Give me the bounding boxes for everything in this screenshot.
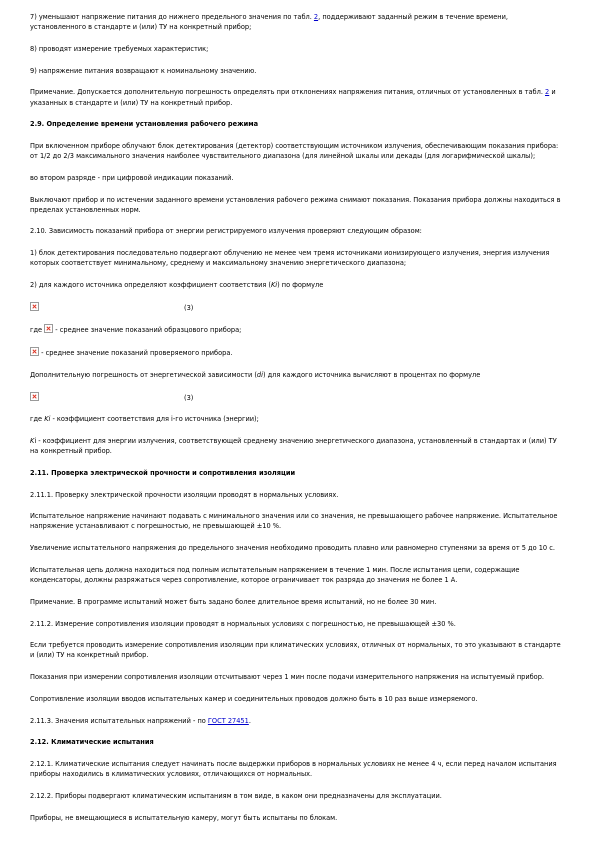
paragraph: 2.10. Зависимость показаний прибора от энергии регистрируемого излучения проверяют следующим образом: <box>30 227 422 236</box>
formula-image-icon <box>30 302 39 311</box>
paragraph: 2.12.1. Климатические испытания следует начинать после выдержки приборов в нормальных условиях не менее 4 ч, если перед началом испытания приборы находились в климатических условиях, отличающихся от нормальных. <box>30 759 557 779</box>
italic-symbol: Ki <box>44 415 51 424</box>
paragraph <box>30 12 565 32</box>
paragraph <box>30 436 565 456</box>
section-heading: 2.11. Проверка электрической прочности и сопротивления изоляции <box>30 468 296 477</box>
paragraph <box>30 392 565 403</box>
paragraph: Если требуется проводить измерение сопротивления изоляции при климатических условиях, отличных от нормальных, то это указывают в стандарте и (или) ТУ на конкретный прибор. <box>30 641 561 660</box>
equation-number: (3) <box>184 393 194 402</box>
paragraph: Примечание. В программе испытаний может быть задано более длительное время испытаний, но не более 30 мин. <box>30 597 437 606</box>
text-run: , поддерживают заданный режим в течение времени, установленного в стандарте и (или) ТУ на конкретный прибор; <box>30 13 508 32</box>
text-run: Дополнительную погрешность от энергетической зависимости ( <box>30 370 257 379</box>
section-heading: 2.12. Климатические испытания <box>30 738 154 747</box>
paragraph: 2.11.2. Измерение сопротивления изоляции проводят в нормальных условиях с погрешностью, не превышающей ±30 %. <box>30 619 456 628</box>
text-run: где <box>30 415 45 424</box>
paragraph <box>30 370 565 380</box>
text-run: где <box>30 326 45 335</box>
reference-link[interactable]: 2 <box>545 88 550 97</box>
paragraph: во втором разряде - при цифровой индикации показаний. <box>30 173 234 182</box>
document-body <box>30 12 565 834</box>
italic-symbol: Ki <box>270 281 278 290</box>
paragraph <box>30 87 565 107</box>
text-run: i - коэффициент для энергии излучения, соответствующей среднему значению энергетического диапазона, установленный в стандартах и (или) ТУ на конкретный прибор. <box>30 436 557 456</box>
text-run: - среднее значение показаний образцового прибора; <box>53 326 242 335</box>
paragraph: При включенном приборе облучают блок детектирования (детектор) соответствующим источником излучения, обеспечивающим показания прибора: от 1/2 до 2/3 максимального значения наиболее чувствительного диапазона (для линейной шкалы или декады (для логарифмической шкалы); <box>30 141 559 161</box>
paragraph <box>30 324 565 335</box>
reference-link[interactable]: ГОСТ 27451 <box>207 716 249 725</box>
italic-symbol: K <box>30 436 35 445</box>
paragraph: Выключают прибор и по истечении заданного времени установления рабочего режима снимают показания. Показания прибора должны находиться в пределах установленных норм. <box>30 195 561 214</box>
symbol-image-icon <box>44 324 53 333</box>
paragraph <box>30 716 565 726</box>
paragraph: Испытательное напряжение начинают подавать с минимального значения или со значения, не превышающего рабочее напряжение. Испытательное напряжение устанавливают с погрешностью, не превышающей ±10 %. <box>30 512 558 531</box>
formula-image-icon <box>30 392 39 401</box>
italic-symbol: di <box>256 370 263 379</box>
text-run: - коэффициент соответствия для i-го источника (энергии); <box>50 415 259 424</box>
symbol-image-icon <box>30 347 39 356</box>
paragraph: Сопротивление изоляции вводов испытательных камер и соединительных проводов должно быть в 10 раз выше измеряемого. <box>30 694 478 703</box>
paragraph: 9) напряжение питания возвращают к номинальному значению. <box>30 66 257 75</box>
paragraph <box>30 280 565 290</box>
paragraph: Испытательная цепь должна находиться под полным испытательным напряжением в течение 1 мин. После испытания цепи, содержащие конденсаторы, должны разряжаться через сопротивление, которое ограничивает ток разряда до значения не более 1 А. <box>30 565 520 585</box>
equation-number: (3) <box>184 303 194 312</box>
text-run: и указанных в стандарте и (или) ТУ на конкретный прибор. <box>30 88 556 107</box>
text-run: Примечание. Допускается дополнительную погрешность определять при отклонениях напряжения питания, отличных от установленных в табл. <box>30 88 546 97</box>
paragraph: 2.12.2. Приборы подвергают климатическим испытаниям в том виде, в каком они предназначены для эксплуатации. <box>30 791 442 800</box>
paragraph: Показания при измерении сопротивления изоляции отсчитывают через 1 мин после подачи измерительного напряжения на испытуемый прибор. <box>30 673 544 682</box>
text-run: ) для каждого источника вычисляют в процентах по формуле <box>262 370 481 379</box>
text-run: . <box>248 716 251 725</box>
paragraph: 8) проводят измерение требуемых характеристик; <box>30 44 209 53</box>
paragraph <box>30 414 565 424</box>
text-run: ) по формуле <box>277 281 324 290</box>
paragraph <box>30 302 565 313</box>
text-run: 7) уменьшают напряжение питания до нижнего предельного значения по табл. <box>30 13 314 21</box>
section-heading: 2.9. Определение времени установления рабочего режима <box>30 120 259 129</box>
text-run: - среднее значение показаний проверяемого прибора. <box>39 349 233 358</box>
paragraph: Приборы, не вмещающиеся в испытательную камеру, могут быть испытаны по блокам. <box>30 813 338 822</box>
reference-link[interactable]: 2 <box>313 13 319 21</box>
text-run: 2.11.3. Значения испытательных напряжений - по <box>30 716 208 725</box>
paragraph: 2.11.1. Проверку электрической прочности изоляции проводят в нормальных условиях. <box>30 490 339 499</box>
text-run: 2) для каждого источника определяют коэффициент соответствия ( <box>30 281 271 290</box>
paragraph: 1) блок детектирования последовательно подвергают облучению не менее чем тремя источниками ионизирующего излучения, энергия излучения которых соответствует минимальному, среднему и максимальному значению энергетического диапазона; <box>30 249 550 268</box>
paragraph <box>30 347 565 358</box>
paragraph: Увеличение испытательного напряжения до предельного значения необходимо проводить плавно или равномерно ступенями за время от 5 до 10 с. <box>30 544 555 553</box>
